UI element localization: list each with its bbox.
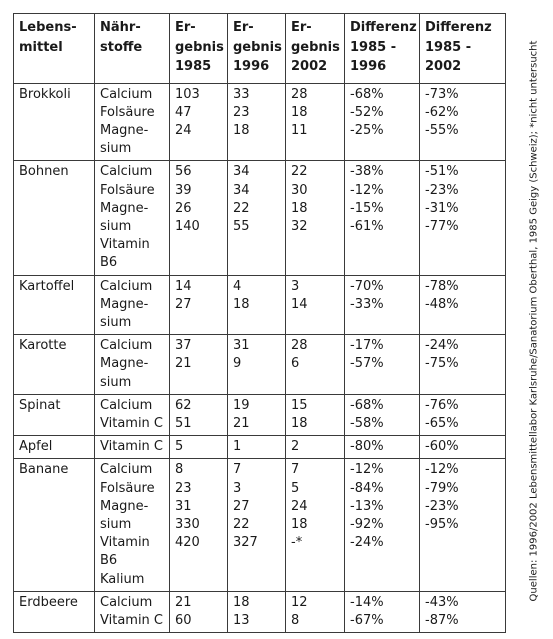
value-cell bbox=[345, 161, 420, 275]
nutrient-cell bbox=[95, 275, 170, 335]
table-body bbox=[14, 83, 506, 633]
value: 2 bbox=[291, 439, 300, 455]
table-header bbox=[14, 14, 506, 84]
header-line: 1996 bbox=[350, 59, 387, 74]
value-cell bbox=[286, 83, 345, 161]
value-cell bbox=[420, 335, 506, 395]
value: 28 bbox=[291, 86, 308, 102]
food-cell bbox=[14, 161, 95, 275]
value: -15% bbox=[350, 200, 384, 216]
value-cell bbox=[420, 591, 506, 632]
value: -12% bbox=[350, 462, 384, 478]
value: -58% bbox=[350, 415, 384, 431]
value-cell bbox=[228, 83, 286, 161]
value: 62 bbox=[175, 397, 192, 413]
value: -67% bbox=[350, 612, 384, 628]
nutrient-name: Calcium bbox=[100, 278, 153, 294]
value: -76% bbox=[425, 397, 459, 413]
nutrient-name: sium bbox=[100, 141, 132, 157]
header-line: stoffe bbox=[100, 39, 143, 55]
nutrient-name: Magne- bbox=[100, 356, 149, 372]
nutrient-name: Vitamin bbox=[100, 535, 150, 551]
value: 7 bbox=[233, 462, 242, 478]
value: 5 bbox=[175, 439, 184, 455]
value-cell bbox=[170, 394, 228, 435]
header-line: 2002 bbox=[291, 59, 328, 74]
value: -14% bbox=[350, 594, 384, 610]
value: 18 bbox=[233, 296, 250, 312]
value: -23% bbox=[425, 498, 459, 514]
value: 9 bbox=[233, 356, 242, 372]
value: 33 bbox=[233, 86, 250, 102]
nutrient-name: Calcium bbox=[100, 86, 153, 102]
nutrient-name: Magne- bbox=[100, 122, 149, 138]
value-cell bbox=[170, 83, 228, 161]
value-cell bbox=[228, 161, 286, 275]
value: -77% bbox=[425, 218, 459, 234]
nutrient-name: Calcium bbox=[100, 164, 153, 180]
value: -80% bbox=[350, 439, 384, 455]
nutrient-cell bbox=[95, 161, 170, 275]
value: 18 bbox=[233, 122, 250, 138]
nutrient-cell bbox=[95, 591, 170, 632]
column-header bbox=[345, 14, 420, 84]
food-cell bbox=[14, 335, 95, 395]
value: 18 bbox=[291, 516, 308, 532]
header-line: Differenz bbox=[425, 20, 492, 35]
value-cell bbox=[170, 335, 228, 395]
value: 18 bbox=[291, 200, 308, 216]
value-cell bbox=[286, 591, 345, 632]
header-line: 1985 - bbox=[350, 39, 397, 55]
value: 18 bbox=[291, 104, 308, 120]
value: -75% bbox=[425, 356, 459, 372]
value: 37 bbox=[175, 338, 192, 354]
value: -79% bbox=[425, 480, 459, 496]
value: 327 bbox=[233, 535, 258, 551]
value: -70% bbox=[350, 278, 384, 294]
value: 51 bbox=[175, 415, 192, 431]
food-cell bbox=[14, 275, 95, 335]
value: 24 bbox=[291, 498, 308, 514]
food-name: Karotte bbox=[19, 338, 67, 354]
value: 22 bbox=[233, 200, 250, 216]
column-header bbox=[95, 14, 170, 84]
nutrient-name: Kalium bbox=[100, 571, 145, 587]
value: -84% bbox=[350, 480, 384, 496]
food-name: Banane bbox=[19, 462, 69, 478]
value: -24% bbox=[425, 338, 459, 354]
table-row bbox=[14, 161, 506, 275]
nutrient-name: Folsäure bbox=[100, 182, 155, 198]
value: 28 bbox=[291, 338, 308, 354]
value-cell bbox=[228, 335, 286, 395]
value: -13% bbox=[350, 498, 384, 514]
value: 18 bbox=[233, 594, 250, 610]
value-cell bbox=[286, 459, 345, 591]
food-name: Brokkoli bbox=[19, 86, 71, 102]
column-header bbox=[170, 14, 228, 84]
value-cell bbox=[345, 83, 420, 161]
header-line: gebnis bbox=[175, 39, 224, 55]
header-line: 1985 - bbox=[425, 39, 472, 55]
value: -92% bbox=[350, 516, 384, 532]
header-line: 1985 bbox=[175, 59, 212, 74]
header-line: 2002 bbox=[425, 59, 462, 74]
column-header bbox=[228, 14, 286, 84]
nutrient-name: sium bbox=[100, 314, 132, 330]
value: -87% bbox=[425, 612, 459, 628]
source-note-container bbox=[512, 18, 542, 624]
value-cell bbox=[228, 436, 286, 459]
header-row bbox=[14, 14, 506, 84]
value: 330 bbox=[175, 516, 200, 532]
food-cell bbox=[14, 394, 95, 435]
value: -65% bbox=[425, 415, 459, 431]
value-cell bbox=[286, 335, 345, 395]
value: -31% bbox=[425, 200, 459, 216]
nutrient-name: Calcium bbox=[100, 338, 153, 354]
value-cell bbox=[228, 459, 286, 591]
value: 4 bbox=[233, 278, 242, 294]
food-cell bbox=[14, 459, 95, 591]
header-line: Lebens- bbox=[19, 20, 77, 35]
value-cell bbox=[345, 335, 420, 395]
value: -12% bbox=[425, 462, 459, 478]
value-cell bbox=[420, 275, 506, 335]
value-cell bbox=[170, 459, 228, 591]
value: -60% bbox=[425, 439, 459, 455]
column-header bbox=[420, 14, 506, 84]
value-cell bbox=[286, 161, 345, 275]
nutrient-name: Vitamin C bbox=[100, 439, 164, 455]
value: 27 bbox=[175, 296, 192, 312]
value-cell bbox=[286, 275, 345, 335]
value: 3 bbox=[233, 480, 242, 496]
value-cell bbox=[170, 436, 228, 459]
source-note: Quellen: 1996/2002 Lebensmittellabor Karlsruhe/Sanatorium Oberthal, 1985 Geigy (Schweiz); *nicht untersucht bbox=[528, 40, 540, 602]
nutrient-cell bbox=[95, 394, 170, 435]
nutrient-name: Calcium bbox=[100, 594, 153, 610]
value: 21 bbox=[175, 594, 192, 610]
value-cell bbox=[420, 83, 506, 161]
value: 3 bbox=[291, 278, 300, 294]
table-row bbox=[14, 83, 506, 161]
value-cell bbox=[345, 459, 420, 591]
nutrient-name: sium bbox=[100, 374, 132, 390]
value: 55 bbox=[233, 218, 250, 234]
value: 34 bbox=[233, 182, 250, 198]
header-line: Nähr- bbox=[100, 20, 141, 35]
food-cell bbox=[14, 591, 95, 632]
value: -57% bbox=[350, 356, 384, 372]
table-row bbox=[14, 591, 506, 632]
nutrient-name: B6 bbox=[100, 553, 118, 569]
value: 22 bbox=[233, 516, 250, 532]
nutrient-name: Magne- bbox=[100, 498, 149, 514]
value: 1 bbox=[233, 439, 242, 455]
table-row bbox=[14, 275, 506, 335]
value-cell bbox=[170, 275, 228, 335]
food-name: Spinat bbox=[19, 397, 61, 413]
value: -68% bbox=[350, 86, 384, 102]
value: 32 bbox=[291, 218, 308, 234]
value-cell bbox=[420, 459, 506, 591]
value: 21 bbox=[233, 415, 250, 431]
value: 26 bbox=[175, 200, 192, 216]
value: -17% bbox=[350, 338, 384, 354]
value: -48% bbox=[425, 296, 459, 312]
header-line: gebnis bbox=[291, 39, 340, 55]
value-cell bbox=[286, 394, 345, 435]
nutrient-cell bbox=[95, 83, 170, 161]
header-line: Er- bbox=[291, 20, 312, 35]
value: 6 bbox=[291, 356, 300, 372]
food-name: Kartoffel bbox=[19, 278, 75, 294]
value: -12% bbox=[350, 182, 384, 198]
nutrient-table bbox=[13, 13, 506, 633]
food-name: Bohnen bbox=[19, 164, 69, 180]
value: 420 bbox=[175, 535, 200, 551]
value-cell bbox=[286, 436, 345, 459]
value: -23% bbox=[425, 182, 459, 198]
nutrient-name: Magne- bbox=[100, 200, 149, 216]
value-cell bbox=[420, 436, 506, 459]
value-cell bbox=[345, 275, 420, 335]
nutrient-name: Vitamin bbox=[100, 237, 150, 253]
value-cell bbox=[345, 436, 420, 459]
value: -25% bbox=[350, 122, 384, 138]
value: 5 bbox=[291, 480, 300, 496]
value: 23 bbox=[233, 104, 250, 120]
value: 56 bbox=[175, 164, 192, 180]
header-line: mittel bbox=[19, 39, 63, 55]
nutrient-name: Vitamin C bbox=[100, 415, 164, 431]
food-cell bbox=[14, 436, 95, 459]
value: 30 bbox=[291, 182, 308, 198]
value: -38% bbox=[350, 164, 384, 180]
value: 31 bbox=[175, 498, 192, 514]
nutrient-name: Magne- bbox=[100, 296, 149, 312]
column-header bbox=[14, 14, 95, 84]
value: 24 bbox=[175, 122, 192, 138]
value: 21 bbox=[175, 356, 192, 372]
nutrient-name: B6 bbox=[100, 255, 118, 271]
value-cell bbox=[420, 161, 506, 275]
value-cell bbox=[170, 161, 228, 275]
value: -68% bbox=[350, 397, 384, 413]
value: 7 bbox=[291, 462, 300, 478]
value: -55% bbox=[425, 122, 459, 138]
value: -43% bbox=[425, 594, 459, 610]
value: -73% bbox=[425, 86, 459, 102]
value: 8 bbox=[291, 612, 300, 628]
value: 8 bbox=[175, 462, 184, 478]
nutrient-table-container bbox=[13, 13, 505, 633]
nutrient-name: Calcium bbox=[100, 397, 153, 413]
nutrient-name: Folsäure bbox=[100, 480, 155, 496]
value: 31 bbox=[233, 338, 250, 354]
nutrient-name: sium bbox=[100, 218, 132, 234]
value: 39 bbox=[175, 182, 192, 198]
nutrient-cell bbox=[95, 436, 170, 459]
value-cell bbox=[228, 394, 286, 435]
value: 14 bbox=[291, 296, 308, 312]
value: -* bbox=[291, 535, 303, 551]
value: 103 bbox=[175, 86, 200, 102]
value: -61% bbox=[350, 218, 384, 234]
table-row bbox=[14, 394, 506, 435]
value-cell bbox=[228, 591, 286, 632]
table-row bbox=[14, 436, 506, 459]
header-line: 1996 bbox=[233, 59, 270, 74]
value: 12 bbox=[291, 594, 308, 610]
value: -78% bbox=[425, 278, 459, 294]
value: 34 bbox=[233, 164, 250, 180]
header-line: Er- bbox=[233, 20, 254, 35]
food-name: Apfel bbox=[19, 439, 53, 455]
food-cell bbox=[14, 83, 95, 161]
value: 15 bbox=[291, 397, 308, 413]
value-cell bbox=[228, 275, 286, 335]
table-row bbox=[14, 459, 506, 591]
column-header bbox=[286, 14, 345, 84]
value: -95% bbox=[425, 516, 459, 532]
value: 18 bbox=[291, 415, 308, 431]
value: 27 bbox=[233, 498, 250, 514]
value: -33% bbox=[350, 296, 384, 312]
nutrient-name: sium bbox=[100, 516, 132, 532]
value: 23 bbox=[175, 480, 192, 496]
value: -52% bbox=[350, 104, 384, 120]
value: -24% bbox=[350, 535, 384, 551]
value-cell bbox=[420, 394, 506, 435]
nutrient-cell bbox=[95, 459, 170, 591]
value-cell bbox=[345, 394, 420, 435]
value: 140 bbox=[175, 218, 200, 234]
value: 47 bbox=[175, 104, 192, 120]
value: 13 bbox=[233, 612, 250, 628]
nutrient-name: Calcium bbox=[100, 462, 153, 478]
value: 22 bbox=[291, 164, 308, 180]
food-name: Erdbeere bbox=[19, 594, 78, 610]
header-line: Er- bbox=[175, 20, 196, 35]
value: 19 bbox=[233, 397, 250, 413]
value-cell bbox=[170, 591, 228, 632]
value: 60 bbox=[175, 612, 192, 628]
table-row bbox=[14, 335, 506, 395]
nutrient-name: Folsäure bbox=[100, 104, 155, 120]
header-line: Differenz bbox=[350, 20, 417, 35]
nutrient-cell bbox=[95, 335, 170, 395]
value: 11 bbox=[291, 122, 308, 138]
nutrient-name: Vitamin C bbox=[100, 612, 164, 628]
value: -62% bbox=[425, 104, 459, 120]
value: 14 bbox=[175, 278, 192, 294]
value: -51% bbox=[425, 164, 459, 180]
value-cell bbox=[345, 591, 420, 632]
header-line: gebnis bbox=[233, 39, 282, 55]
